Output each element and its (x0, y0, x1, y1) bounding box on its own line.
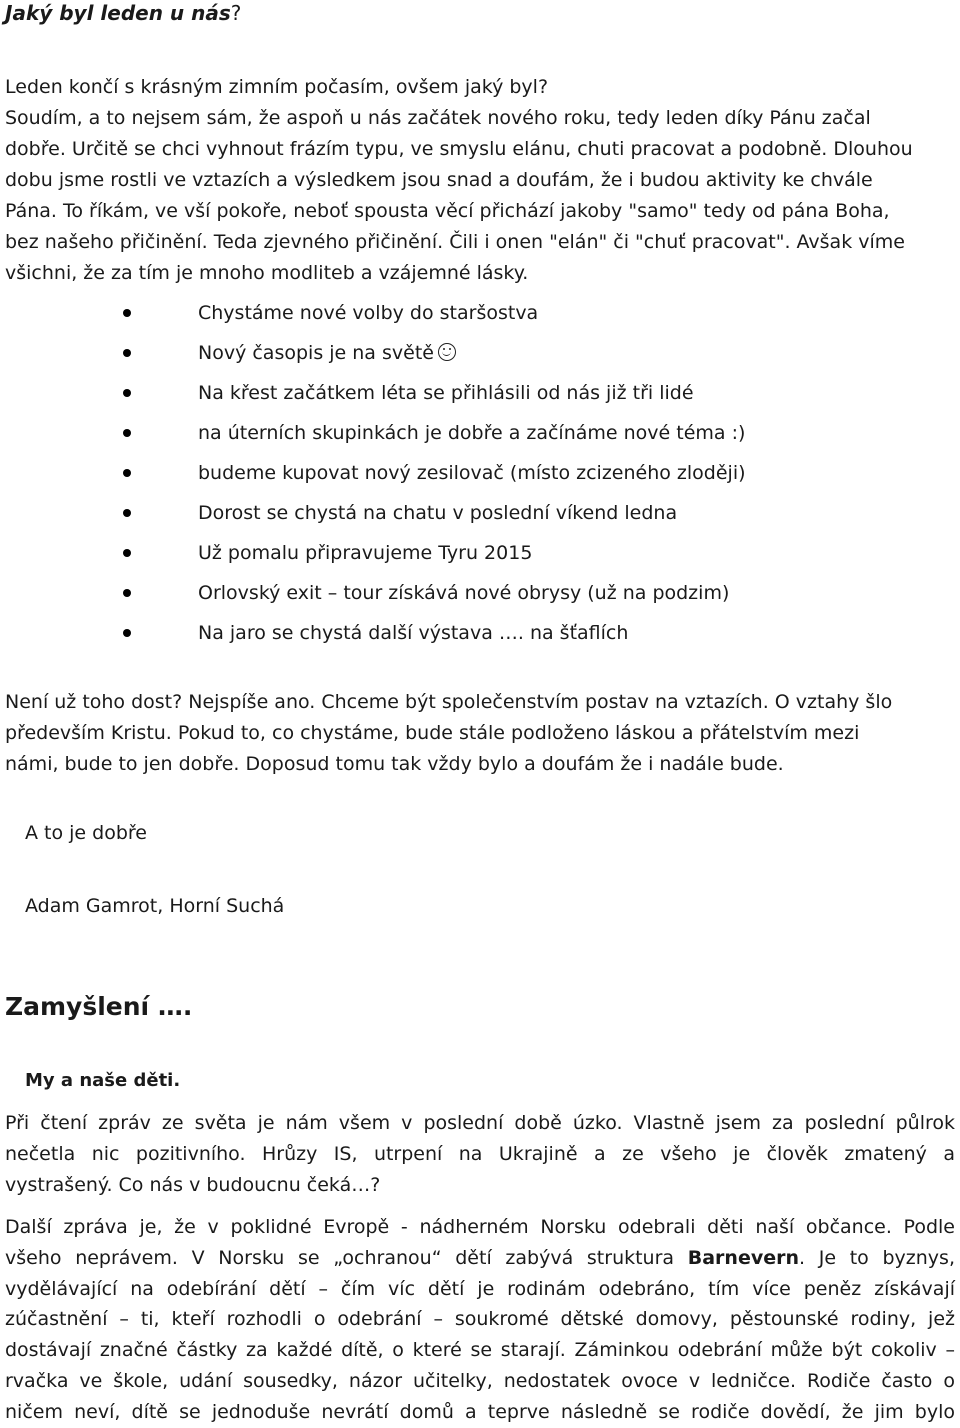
list-item (0, 616, 960, 656)
bullet-icon (123, 469, 131, 477)
section-heading: Zamyšlení …. (5, 992, 193, 1021)
list-item (0, 296, 960, 336)
bold-term: Barnevern (687, 1246, 800, 1269)
list-item (0, 536, 960, 576)
article-paragraph-1 (5, 1108, 955, 1201)
paragraph-line: dostávají značné částky za každé dítě, o které se starají. Záminkou odebrání může být cokoliv – (5, 1339, 955, 1362)
list-item-text: Na křest začátkem léta se přihlásili od nás již tři lidé (198, 382, 694, 404)
paragraph-line: všichni, že za tím je mnoho modliteb a vzájemné lásky. (5, 262, 529, 284)
text-span: . Je to byznys, (799, 1246, 955, 1269)
paragraph-line: nečetla nic pozitivního. Hrůzy IS, utrpení na Ukrajině a ze všeho je člověk zmatený a (5, 1143, 955, 1165)
list-item (0, 456, 960, 496)
list-item-text: Orlovský exit – tour získává nové obrysy (už na podzim) (198, 582, 730, 604)
paragraph-line: Další zpráva je, že v poklidné Evropě - nádherném Norsku odebrali děti naší občance. Podle (5, 1216, 955, 1238)
list-item (0, 376, 960, 416)
paragraph-line: dobu jsme rostli ve vztazích a výsledkem jsou snad a doufám, že i budou aktivity ke chvále (5, 169, 873, 191)
list-item-text: Už pomalu připravujeme Tyru 2015 (198, 542, 533, 564)
list-item-text: Chystáme nové volby do staršostva (198, 302, 539, 324)
paragraph-line (5, 1243, 955, 1274)
paragraph-line: zúčastnění – ti, kteří rozhodli o odebrání – soukromé dětské domovy, pěstounské rodiny, jež (5, 1308, 955, 1331)
news-bullet-list (0, 296, 960, 656)
list-item-text: Na jaro se chystá další výstava …. na šťaflích (198, 622, 629, 644)
list-item-text: Dorost se chystá na chatu v poslední víkend ledna (198, 502, 678, 524)
paragraph-line: bez našeho přičinění. Teda zjevného přičinění. Čili i onen "elán" či "chuť pracovat". Avšak víme (5, 231, 905, 253)
title-text: Jaký byl leden u nás (5, 1, 231, 25)
paragraph-line: Soudím, a to nejsem sám, že aspoň u nás začátek nového roku, tedy leden díky Pánu začal (5, 107, 871, 129)
list-item-text: Nový časopis je na světě (198, 342, 434, 364)
list-item (0, 496, 960, 536)
article-paragraph-2 (5, 1212, 955, 1428)
text-span: všeho neprávem. V Norsku se „ochranou“ dětí zabývá struktura (5, 1246, 688, 1269)
paragraph-line: Není už toho dost? Nejspíše ano. Chceme být společenstvím postav na vztazích. O vztahy šlo (5, 691, 893, 713)
bullet-icon (123, 589, 131, 597)
closing-phrase: A to je dobře (25, 822, 147, 844)
bullet-icon (123, 549, 131, 557)
page-title (5, 0, 241, 26)
article-subheading: My a naše děti. (25, 1070, 181, 1091)
paragraph-line: ničem neví, dítě se jednoduše nevrátí domů a teprve následně se rodiče dovědí, že jim bylo (5, 1400, 955, 1423)
paragraph-line: především Kristu. Pokud to, co chystáme, bude stále podloženo láskou a přátelstvím mezi (5, 722, 860, 744)
paragraph-line: vystrašený. Co nás v budoucnu čeká…? (5, 1174, 381, 1196)
bullet-icon (123, 389, 131, 397)
bullet-icon (123, 429, 131, 437)
list-item (0, 576, 960, 616)
author-signature: Adam Gamrot, Horní Suchá (25, 895, 285, 917)
list-item (0, 336, 960, 376)
smile-icon (438, 343, 456, 361)
closing-paragraph (5, 687, 955, 780)
bullet-icon (123, 309, 131, 317)
title-question-mark: ? (230, 1, 242, 25)
paragraph-line: Pána. To říkám, ve vší pokoře, neboť spousta věcí přichází jakoby "samo" tedy od pána Boha, (5, 200, 890, 222)
paragraph-line: rvačka ve škole, udání sousedky, názor učitelky, nedostatek ovoce v ledničce. Rodiče často o (5, 1369, 955, 1392)
paragraph-line: vydělávající na odebírání dětí – čím víc dětí je rodinám odebráno, tím více peněz získávají (5, 1277, 955, 1300)
paragraph-line: Při čtení zpráv ze světa je nám všem v poslední době úzko. Vlastně jsem za poslední půlrok (5, 1112, 955, 1134)
paragraph-line: Leden končí s krásným zimním počasím, ovšem jaký byl? (5, 76, 549, 98)
bullet-icon (123, 629, 131, 637)
list-item (0, 416, 960, 456)
intro-paragraph (5, 72, 955, 289)
bullet-icon (123, 349, 131, 357)
paragraph-line: dobře. Určitě se chci vyhnout frázím typu, ve smyslu elánu, chuti pracovat a podobně. Dlouhou (5, 138, 913, 160)
paragraph-line: námi, bude to jen dobře. Doposud tomu tak vždy bylo a doufám že i nadále bude. (5, 753, 784, 775)
list-item-text: na úterních skupinkách je dobře a začínáme nové téma :) (198, 422, 746, 444)
bullet-icon (123, 509, 131, 517)
list-item-text: budeme kupovat nový zesilovač (místo zcizeného zloději) (198, 462, 746, 484)
